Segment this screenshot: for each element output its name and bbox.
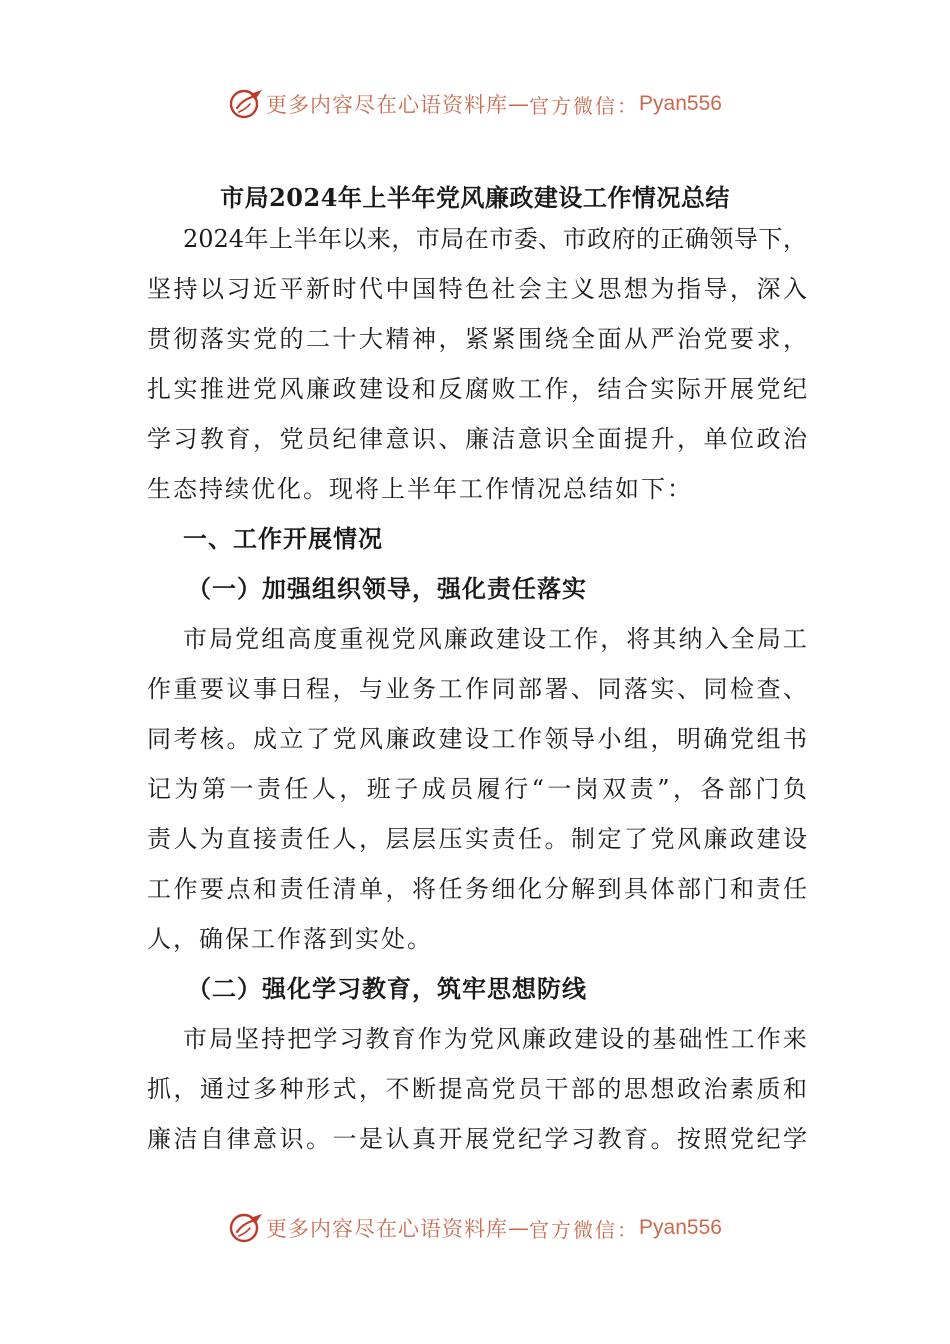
para-line: 记 为 第 一 责 任 人 ， 班 子 成 员 履 行 “ 一 岗 双 责 ” ， 各 部 门 负 <box>147 775 807 803</box>
document-title: 市局2024年上半年党风廉政建设工作情况总结 <box>220 183 730 212</box>
para-line: 作 重 要 议 事 日 程 ， 与 业 务 工 作 同 部 署 、 同 落 实 、 同 检 查 、 <box>147 675 807 703</box>
para-line: 抓 ， 通 过 多 种 形 式 ， 不 断 提 高 党 员 干 部 的 思 想 政 治 素 质 和 <box>147 1075 807 1103</box>
watermark-banner-bottom <box>0 1206 950 1250</box>
intro-line: 生态持续优化。现将上半年工作情况总结如下： <box>147 475 693 503</box>
intro-line: 2024 年 上 半 年 以 来 ， 市 局 在 市 委 、 市 政 府 的 正 确 领 导 下 ， <box>183 225 807 253</box>
intro-line: 学 习 教 育 ， 党 员 纪 律 意 识 、 廉 洁 意 识 全 面 提 升 ， 单 位 政 治 <box>147 425 807 453</box>
watermark-dash: — <box>508 92 530 116</box>
intro-line: 贯 彻 落 实 党 的 二 十 大 精 神 ， 紧 紧 围 绕 全 面 从 严 治 党 要 求 ， <box>147 325 807 353</box>
pen-logo-icon <box>228 1210 264 1246</box>
intro-line: 坚 持 以 习 近 平 新 时 代 中 国 特 色 社 会 主 义 思 想 为 指 导 ， 深 入 <box>147 275 807 303</box>
para-line: 同 考 核 。 成 立 了 党 风 廉 政 建 设 工 作 领 导 小 组 ， 明 确 党 组 书 <box>147 725 807 753</box>
para-line: 市 局 党 组 高 度 重 视 党 风 廉 政 建 设 工 作 ， 将 其 纳 入 全 局 工 <box>183 625 807 653</box>
subsection-heading: （二）强化学习教育，筑牢思想防线 <box>187 974 587 1003</box>
watermark-id: Pyan556 <box>639 92 722 115</box>
watermark-label: 官方微信： <box>529 1217 640 1242</box>
intro-line: 扎 实 推 进 党 风 廉 政 建 设 和 反 腐 败 工 作 ， 结 合 实 际 开 展 党 纪 <box>147 375 807 403</box>
para-line: 人，确保工作落到实处。 <box>147 925 433 953</box>
para-line: 廉 洁 自 律 意 识 。 一 是 认 真 开 展 党 纪 学 习 教 育 。 按 照 党 纪 学 <box>147 1125 807 1153</box>
para-line: 工 作 要 点 和 责 任 清 单 ， 将 任 务 细 化 分 解 到 具 体 部 门 和 责 任 <box>147 875 807 903</box>
subsection-heading: （一）加强组织领导，强化责任落实 <box>187 574 587 603</box>
watermark-text: 更多内容尽在心语资料库 <box>266 93 509 117</box>
para-line: 责 人 为 直 接 责 任 人 ， 层 层 压 实 责 任 。 制 定 了 党 风 廉 政 建 设 <box>147 825 807 853</box>
section-heading: 一、工作开展情况 <box>183 524 383 553</box>
pen-logo-icon <box>228 86 264 122</box>
watermark-text: 更多内容尽在心语资料库 <box>266 1217 509 1241</box>
watermark-banner-top <box>0 82 950 126</box>
document-body <box>147 214 807 1164</box>
watermark-id: Pyan556 <box>639 1216 722 1239</box>
para-line: 市 局 坚 持 把 学 习 教 育 作 为 党 风 廉 政 建 设 的 基 础 性 工 作 来 <box>183 1025 807 1053</box>
watermark-label: 官方微信： <box>529 93 640 118</box>
watermark-dash: — <box>508 1216 530 1240</box>
